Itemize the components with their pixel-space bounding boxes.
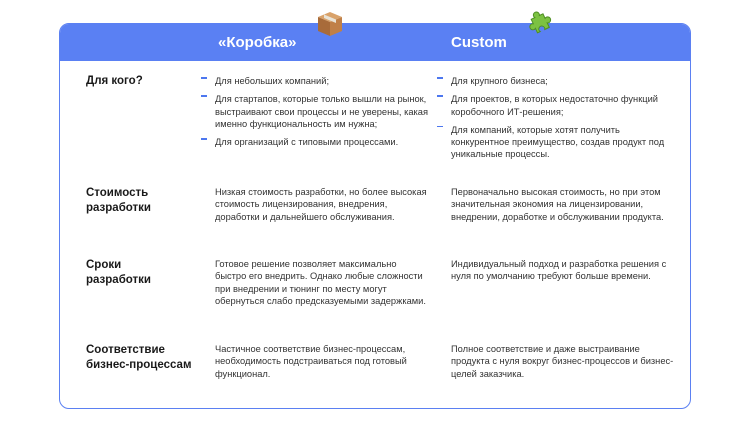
custom-cell: Индивидуальный подход и разработка решения с нуля по умолчанию требуют больше времени. [451,259,667,282]
column-title-custom: Custom [451,34,507,51]
box-bullets [215,75,430,154]
list-item: Для компаний, которые хотят получить конкурентное преимущество, создав продукт под уникальные процессы. [451,124,676,161]
cardboard-box-icon [316,10,344,38]
box-cell: Частичное соответствие бизнес-процессам, необходимость подстраиваться под готовый функционал. [215,344,407,379]
custom-cell: Первоначально высокая стоимость, но при этом значительная экономия на лицензировании, внедрении, доработке и обслуживании продукта. [451,187,664,222]
column-title-box: «Коробка» [218,34,297,51]
comparison-table [59,23,691,409]
list-item: Для проектов, в которых недостаточно функций коробочного ИТ-решения; [451,93,676,118]
list-item: Для организаций с типовыми процессами. [215,136,430,148]
puzzle-piece-icon [526,10,554,38]
row-label: Соответствие бизнес-процессам [86,344,192,371]
row-label: Сроки разработки [86,259,151,286]
row-label: Для кого? [86,75,143,87]
table-header [60,24,690,61]
custom-cell: Полное соответствие и даже выстраивание продукта с нуля вокруг бизнес-процессов и бизнес-целей заказчика. [451,344,674,379]
list-item: Для стартапов, которые только вышли на рынок, выстраивают свои процессы и не уверены, какая именно функциональность им нужна; [215,94,428,129]
custom-bullets [451,75,676,167]
list-item: Для небольших компаний; [215,75,430,87]
box-cell: Готовое решение позволяет максимально быстро его внедрить. Однако любые сложности при внедрении и тюнинг по месту могут обернуться слабо предсказуемыми задержками. [215,259,426,306]
row-label: Стоимость разработки [86,187,151,214]
box-cell: Низкая стоимость разработки, но более высокая стоимость лицензирования, внедрения, доработки и дальнейшего обслуживания. [215,187,427,222]
list-item: Для крупного бизнеса; [451,75,676,87]
